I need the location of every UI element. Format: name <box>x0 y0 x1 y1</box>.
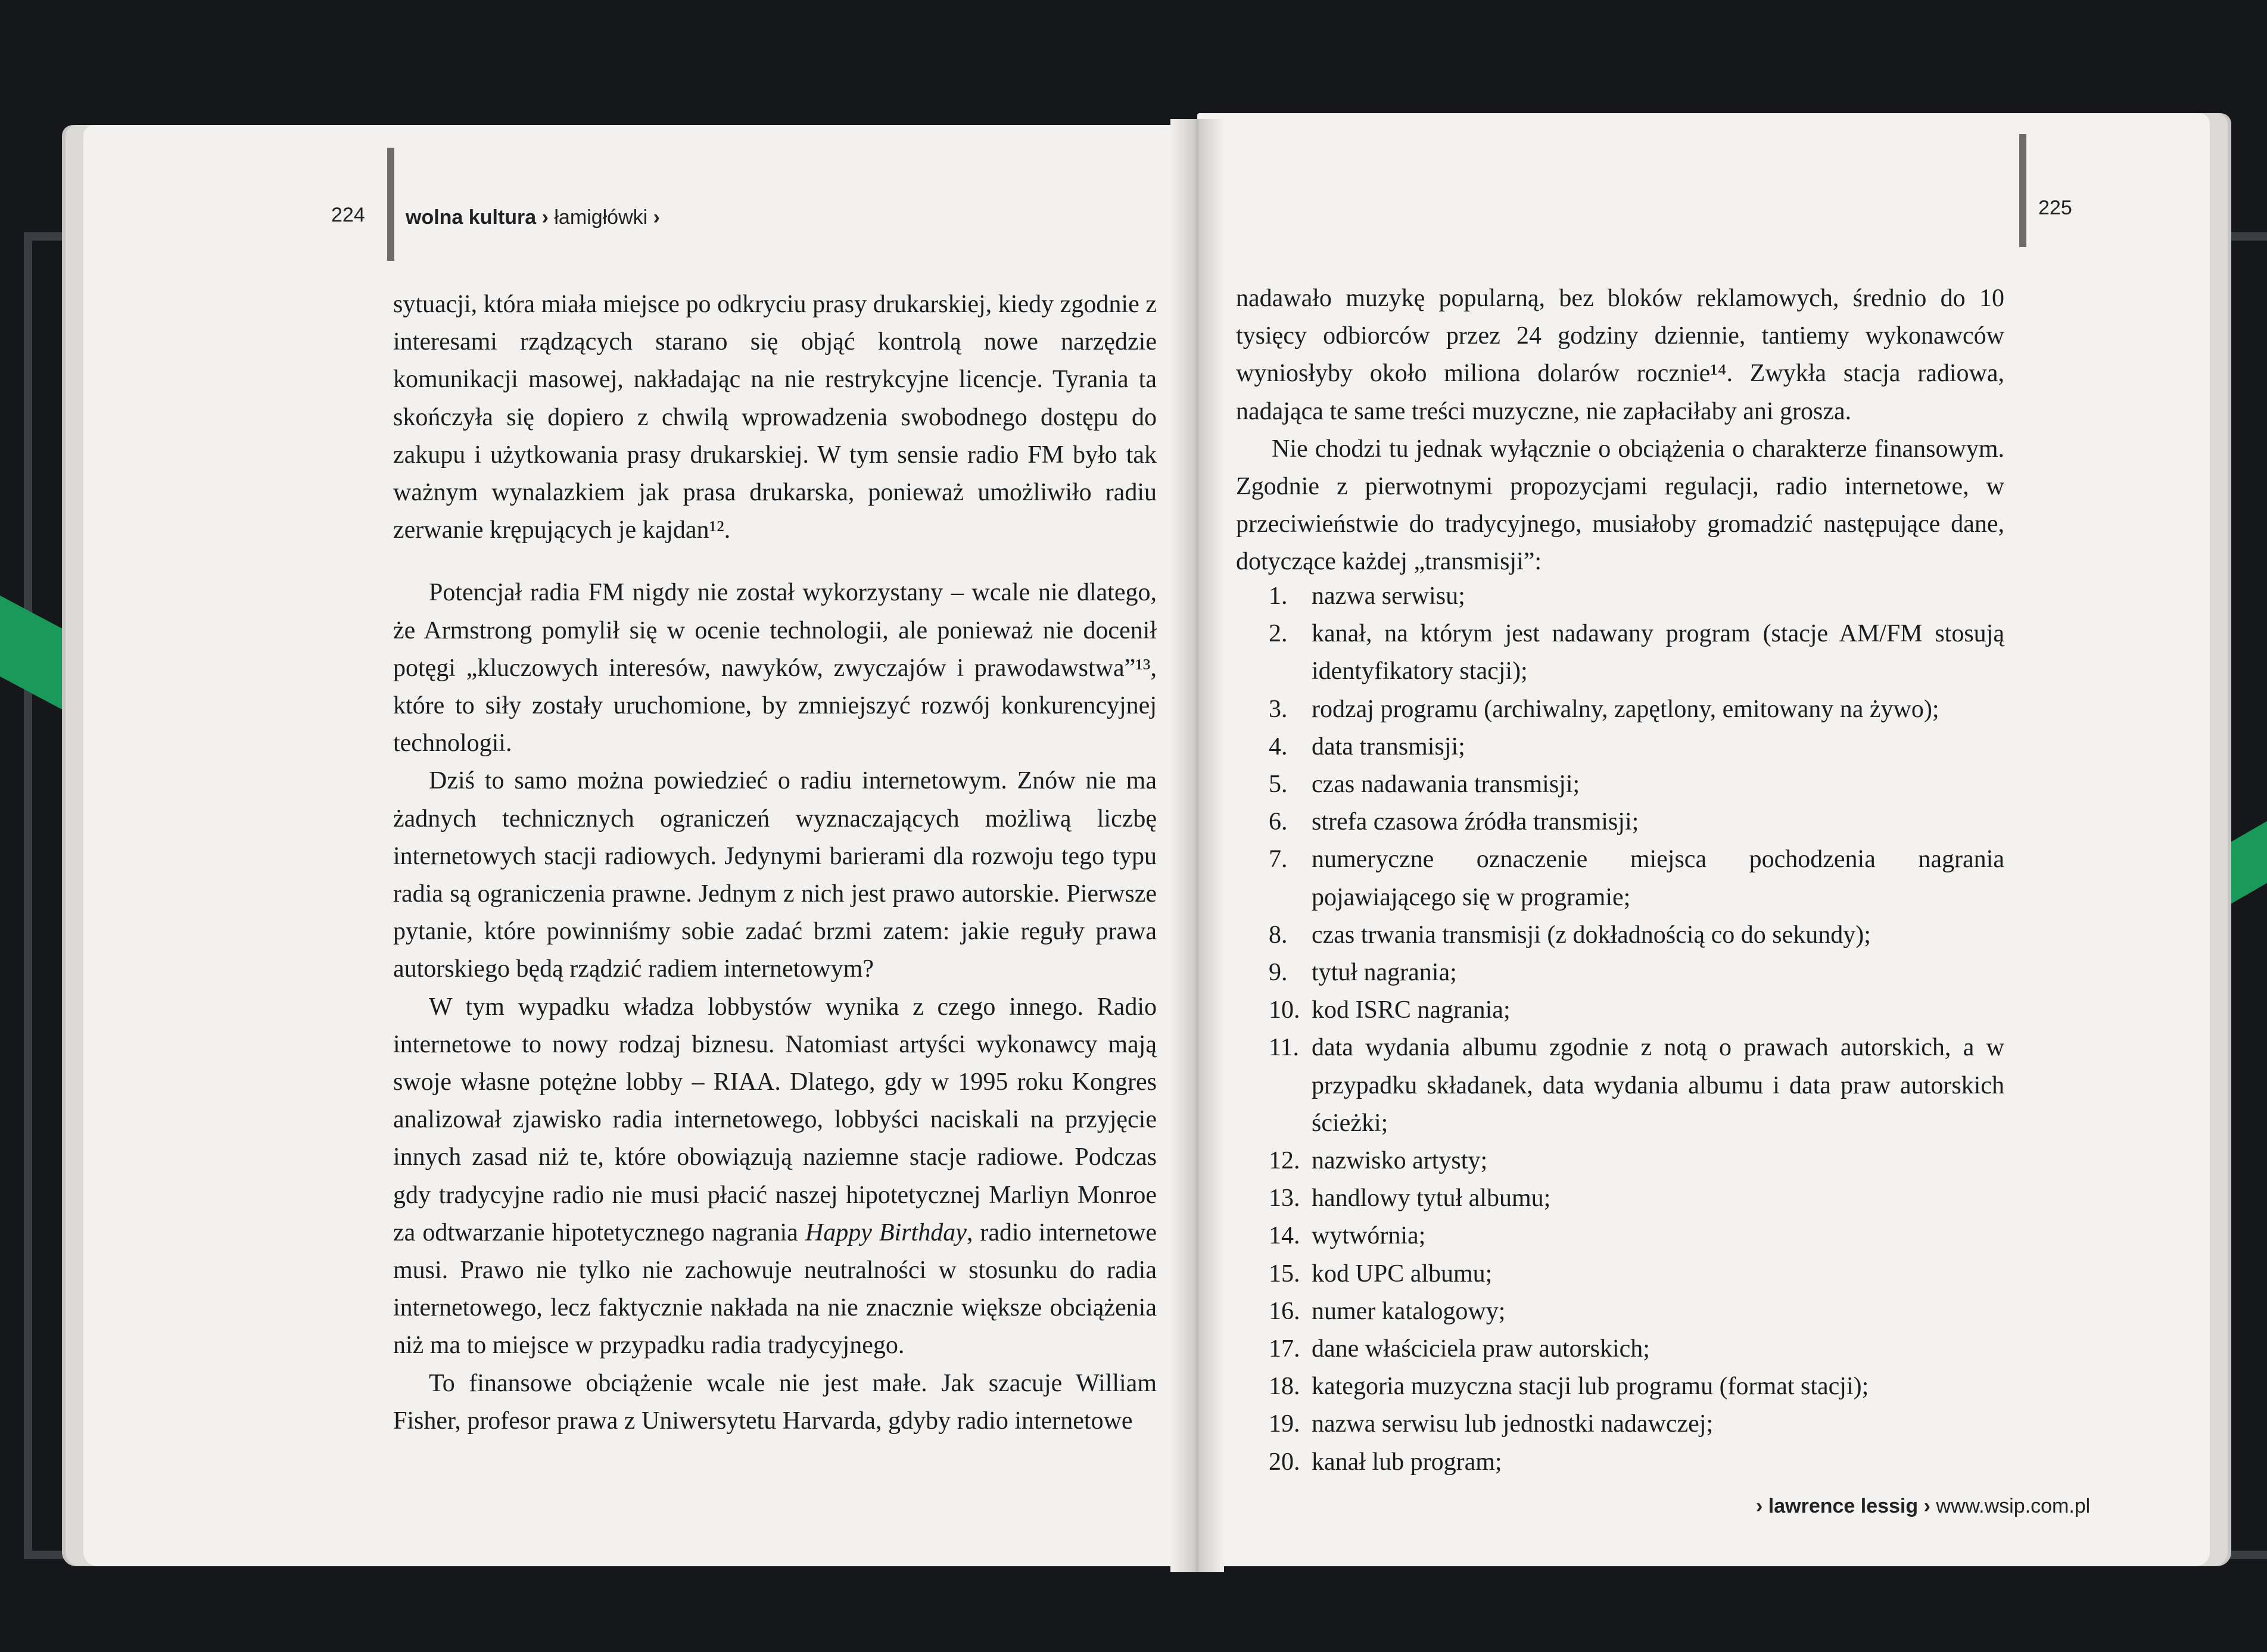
list-item <box>1269 1444 2004 1481</box>
list-item <box>1269 917 2004 954</box>
left-page-header <box>331 204 365 227</box>
list-item-text: data wydania albumu zgodnie z notą o prawach autorskich, a w przypadku składanek, data wydania albumu i data praw autorskich ścieżki; <box>1312 1034 2004 1137</box>
paragraph: To finansowe obciążenie wcale nie jest małe. Jak szacuje William Fisher, profesor prawa z Uniwersytetu Harvarda, gdyby radio internetowe <box>393 1369 1157 1435</box>
list-item-text: handlowy tytuł albumu; <box>1312 1185 1551 1212</box>
list-item <box>1269 1029 2004 1142</box>
list-item-number: 5. <box>1269 771 1288 799</box>
list-item-number: 18. <box>1269 1373 1300 1401</box>
list-item-text: dane właściciela praw autorskich; <box>1312 1335 1650 1363</box>
paragraph: Dziś to samo można powiedzieć o radiu internetowym. Znów nie ma żadnych technicznych ograniczeń wyznaczających możliwą liczbę internetowych stacji radiowych. Jedynymi barierami dla rozwoju tego typu radia są ograniczenia prawne. Jednym z nich jest prawo autorskie. Pierwsze pytanie, które powinniśmy sobie zadać brzmi zatem: jakie reguły prawa autorskiego będą rządzić radiem internetowym? <box>393 767 1157 983</box>
footer-separator: › <box>1756 1495 1763 1517</box>
list-item-number: 15. <box>1269 1260 1300 1288</box>
header-separator: › <box>653 206 660 229</box>
list-item-text: kod ISRC nagrania; <box>1312 996 1511 1024</box>
list-item <box>1269 1405 2004 1443</box>
list-item-number: 9. <box>1269 959 1288 987</box>
list-item <box>1269 1180 2004 1217</box>
list-item <box>1269 766 2004 803</box>
list-item <box>1269 841 2004 916</box>
list-item-number: 1. <box>1269 582 1288 610</box>
list-item-number: 8. <box>1269 921 1288 949</box>
list-item-text: czas trwania transmisji (z dokładnością co do sekundy); <box>1312 921 1871 949</box>
list-item-text: data transmisji; <box>1312 733 1465 760</box>
list-item-text: czas nadawania transmisji; <box>1312 771 1580 799</box>
footer-url: www.wsip.com.pl <box>1936 1495 2091 1517</box>
list-item-number: 11. <box>1269 1034 1299 1062</box>
left-page-number: 224 <box>331 204 365 226</box>
left-running-head <box>406 206 660 229</box>
song-title: Happy Birthday <box>805 1218 967 1246</box>
paragraph <box>393 989 1157 1365</box>
list-item-number: 20. <box>1269 1448 1300 1476</box>
list-item-number: 17. <box>1269 1335 1300 1363</box>
header-separator: › <box>541 206 549 229</box>
list-item-text: kategoria muzyczna stacji lub programu (format stacji); <box>1312 1373 1869 1401</box>
paragraph: Potencjał radia FM nigdy nie został wykorzystany – wcale nie dlatego, że Armstrong pomylił się w ocenie technologii, ale ponieważ nie docenił potęgi „kluczowych interesów, nawyków, zwyczajów i prawodawstwa”¹³, które to siły zostały uruchomione, by zmniejszyć rozwój konkurencyjnej technologii. <box>393 579 1157 758</box>
paragraph: nadawało muzykę popularną, bez bloków reklamowych, średnio do 10 tysięcy odbiorców przez 24 godziny dziennie, tantiemy wykonawców wyniosłyby około miliona dolarów rocznie¹⁴. Zwykła stacja radiowa, nadająca te same treści muzyczne, nie zapłaciłaby ani grosza. <box>1236 285 2004 425</box>
list-item <box>1269 691 2004 728</box>
paragraph-text: , radio internetowe musi. Prawo nie tylko nie zachowuje neutralności w stosunku do radia internetowego, lecz faktycznie nakłada na nie znacznie większe obciążenia niż ma to miejsce w przypadku radia tradycyjnego. <box>393 1218 1157 1360</box>
paragraph-text: W tym wypadku władza lobbystów wynika z czego innego. Radio internetowe to nowy rodzaj biznesu. Natomiast artyści wykonawcy mają swoje własne potężne lobby – RIAA. Dlatego, gdy w 1995 roku Kongres analizował zjawisko radia internetowego, lobbyści naciskali na przyjęcie innych zasad niż te, które obowiązują naziemne stacje radiowe. Podczas gdy tradycyjne radio nie musi płacić naszej hipotetycznej Marliyn Monroe za odtwarzanie hipotetycznego nagrania <box>393 993 1157 1246</box>
list-item-text: kanał, na którym jest nadawany program (stacje AM/FM stosują identyfikatory stacji); <box>1312 620 2004 685</box>
list-item <box>1269 1142 2004 1180</box>
list-item-text: nazwisko artysty; <box>1312 1147 1488 1175</box>
list-item <box>1269 803 2004 841</box>
list-item <box>1269 1330 2004 1368</box>
list-item-number: 3. <box>1269 695 1288 723</box>
list-item <box>1269 1217 2004 1255</box>
right-header-rule <box>2019 134 2026 247</box>
list-item <box>1269 728 2004 766</box>
list-item-text: nazwa serwisu; <box>1312 582 1465 610</box>
list-item-number: 7. <box>1269 846 1288 874</box>
right-page-header <box>2038 197 2072 220</box>
header-section-title: łamigłówki <box>554 206 648 229</box>
list-item-text: strefa czasowa źródła transmisji; <box>1312 808 1639 836</box>
list-item-text: numer katalogowy; <box>1312 1297 1506 1325</box>
left-header-rule <box>387 148 394 261</box>
list-item-text: nazwa serwisu lub jednostki nadawczej; <box>1312 1410 1714 1438</box>
list-item-text: tytuł nagrania; <box>1312 959 1457 987</box>
list-item <box>1269 1293 2004 1330</box>
list-item-text: numeryczne oznaczenie miejsca pochodzenia nagrania pojawiającego się w programie; <box>1312 846 2004 911</box>
list-item-text: wytwórnia; <box>1312 1222 1426 1250</box>
list-item <box>1269 1255 2004 1293</box>
list-item <box>1269 615 2004 690</box>
list-item-text: kod UPC albumu; <box>1312 1260 1493 1288</box>
footer-separator: › <box>1923 1495 1930 1517</box>
paragraph-gap <box>393 549 1157 574</box>
list-item-text: kanał lub program; <box>1312 1448 1502 1476</box>
list-item-number: 2. <box>1269 620 1288 648</box>
list-item-number: 19. <box>1269 1410 1300 1438</box>
list-item <box>1269 992 2004 1029</box>
list-item-number: 4. <box>1269 733 1288 760</box>
list-item-number: 13. <box>1269 1185 1300 1212</box>
list-item-number: 6. <box>1269 808 1288 836</box>
right-page-body <box>1236 280 2004 581</box>
list-item-number: 10. <box>1269 996 1300 1024</box>
right-page-footer <box>1756 1495 2090 1518</box>
book-gutter <box>1170 119 1224 1572</box>
paragraph: Nie chodzi tu jednak wyłącznie o obciążenia o charakterze finansowym. Zgodnie z pierwotnymi propozycjami regulacji, radio internetowe, w przeciwieństwie do tradycyjnego, musiałoby gromadzić następujące dane, dotyczące każdej „transmisji”: <box>1236 435 2004 576</box>
paragraph: sytuacji, która miała miejsce po odkryciu prasy drukarskiej, kiedy zgodnie z interesami rządzących starano się objąć kontrolą nowe narzędzie komunikacji masowej, nakładając na nie restrykcyjne licencje. Tyrania ta skończyła się dopiero z chwilą wprowadzenia swobodnego dostępu do zakupu i użytkowania prasy drukarskiej. W tym sensie radio FM było tak ważnym wynalazkiem jak prasa drukarska, ponieważ umożliwiło radiu zerwanie krępujących je kajdan¹². <box>393 291 1157 544</box>
right-page-number: 225 <box>2038 197 2072 219</box>
list-item-number: 16. <box>1269 1297 1300 1325</box>
list-item <box>1269 578 2004 615</box>
header-book-title: wolna kultura <box>406 206 537 229</box>
open-book <box>83 101 2210 1578</box>
footer-author: lawrence lessig <box>1768 1495 1919 1517</box>
list-item-number: 14. <box>1269 1222 1300 1250</box>
left-page-body <box>393 286 1157 1440</box>
list-item <box>1269 954 2004 992</box>
list-item-text: rodzaj programu (archiwalny, zapętlony, emitowany na żywo); <box>1312 695 1939 723</box>
list-item <box>1269 1368 2004 1405</box>
metadata-list <box>1269 578 2004 1481</box>
list-item-number: 12. <box>1269 1147 1300 1175</box>
